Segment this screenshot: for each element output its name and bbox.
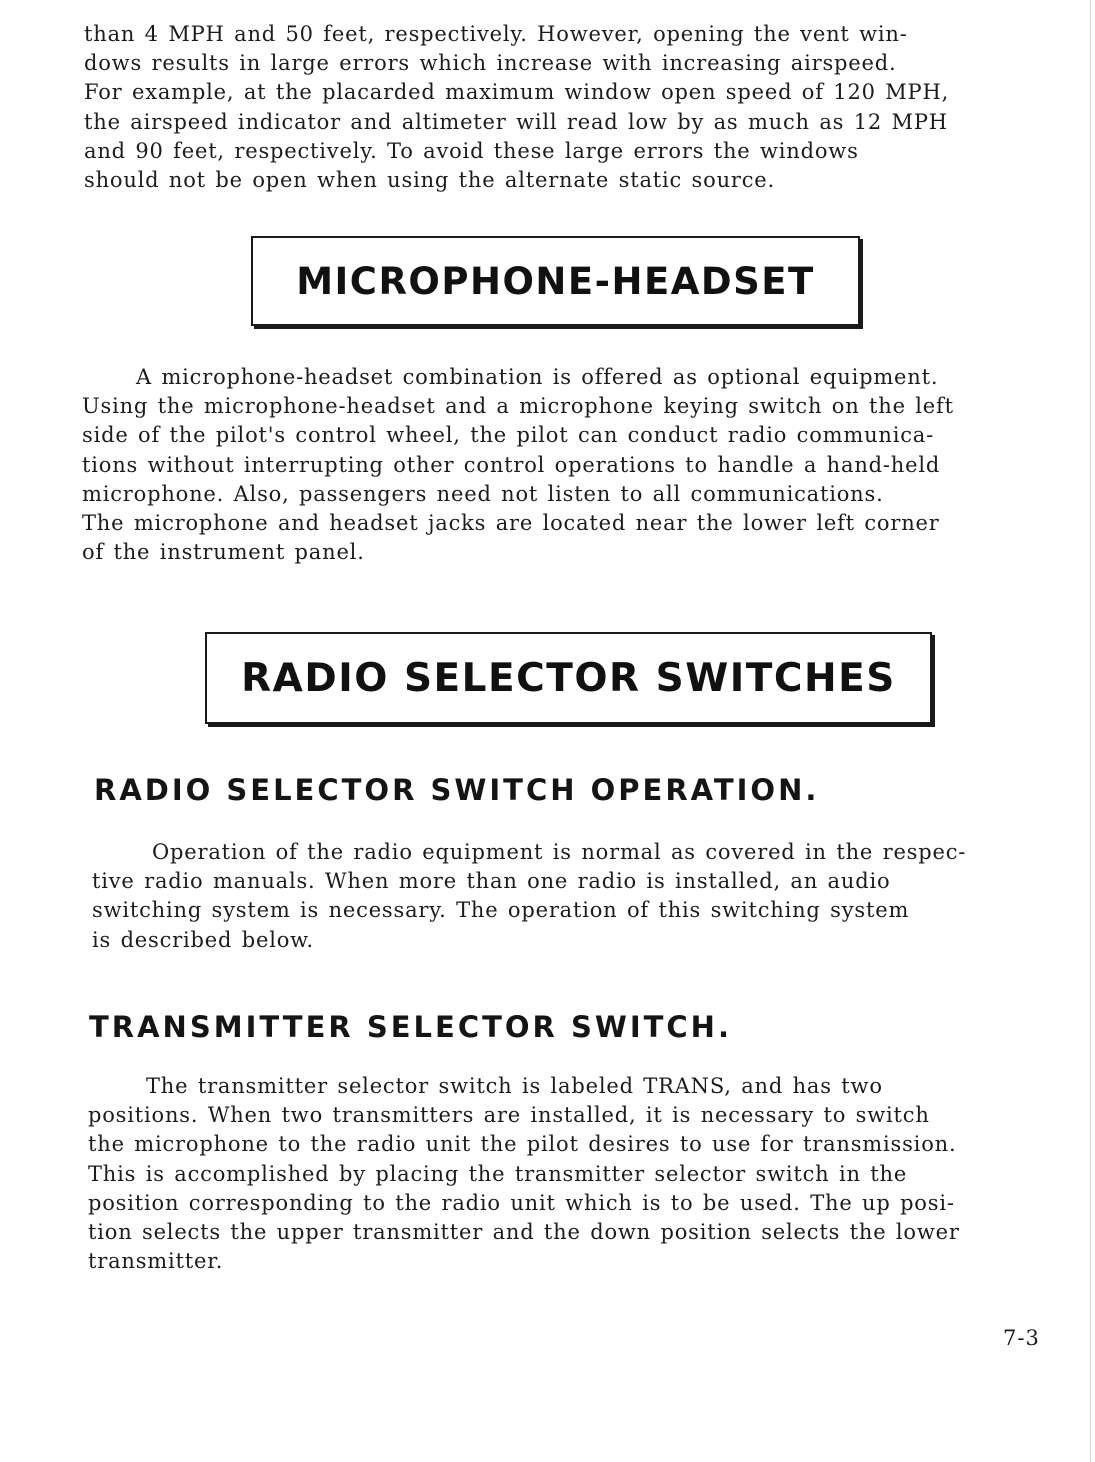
paragraph-line: positions. When two transmitters are installed, it is necessary to switch <box>88 1103 930 1128</box>
paragraph-line: tion selects the upper transmitter and the down position selects the lower <box>88 1219 960 1244</box>
paragraph-line: tions without interrupting other control operations to handle a hand-held <box>82 452 941 477</box>
paragraph-line: A microphone-headset combination is offered as optional equipment. <box>136 365 939 389</box>
intro-paragraph <box>84 20 949 195</box>
paragraph-line: should not be open when using the alternate static source. <box>84 167 776 192</box>
microphone-headset-title: MICROPHONE-HEADSET <box>296 259 815 303</box>
paragraph-line: tive radio manuals. When more than one radio is installed, an audio <box>92 869 891 894</box>
paragraph-line: The microphone and headset jacks are located near the lower left corner <box>82 510 940 535</box>
operation-paragraph <box>92 838 966 955</box>
microphone-headset-title-box <box>251 236 860 326</box>
paragraph-line: the microphone to the radio unit the pilot desires to use for transmission. <box>88 1132 957 1157</box>
paragraph-line: switching system is necessary. The operation of this switching system <box>92 898 910 923</box>
paragraph-line: microphone. Also, passengers need not listen to all communications. <box>82 481 884 506</box>
page-number: 7-3 <box>1003 1326 1040 1350</box>
transmitter-paragraph <box>88 1072 960 1276</box>
paragraph-line: transmitter. <box>88 1249 224 1274</box>
radio-selector-operation-heading: RADIO SELECTOR SWITCH OPERATION. <box>94 773 820 807</box>
radio-selector-switches-title: RADIO SELECTOR SWITCHES <box>241 655 896 701</box>
radio-selector-switches-title-box <box>205 632 932 724</box>
paragraph-line: dows results in large errors which increase with increasing airspeed. <box>84 51 897 76</box>
paragraph-line: Using the microphone-headset and a microphone keying switch on the left <box>82 394 954 419</box>
paragraph-line: side of the pilot's control wheel, the pilot can conduct radio communica- <box>82 423 935 448</box>
transmitter-selector-heading: TRANSMITTER SELECTOR SWITCH. <box>89 1010 732 1044</box>
paragraph-line: and 90 feet, respectively. To avoid these large errors the windows <box>84 138 859 163</box>
paragraph-line: is described below. <box>92 927 314 952</box>
paragraph-line: The transmitter selector switch is labeled TRANS, and has two <box>146 1074 883 1098</box>
paragraph-line: the airspeed indicator and altimeter will read low by as much as 12 MPH <box>84 109 948 134</box>
paragraph-line: than 4 MPH and 50 feet, respectively. However, opening the vent win- <box>84 22 908 46</box>
paragraph-line: Operation of the radio equipment is normal as covered in the respec- <box>152 840 967 864</box>
page-edge-line <box>1090 0 1091 1462</box>
paragraph-line: of the instrument panel. <box>82 540 365 565</box>
paragraph-line: position corresponding to the radio unit which is to be used. The up posi- <box>88 1190 955 1215</box>
microphone-paragraph <box>82 363 954 567</box>
paragraph-line: For example, at the placarded maximum window open speed of 120 MPH, <box>84 80 950 105</box>
paragraph-line: This is accomplished by placing the transmitter selector switch in the <box>88 1161 908 1186</box>
